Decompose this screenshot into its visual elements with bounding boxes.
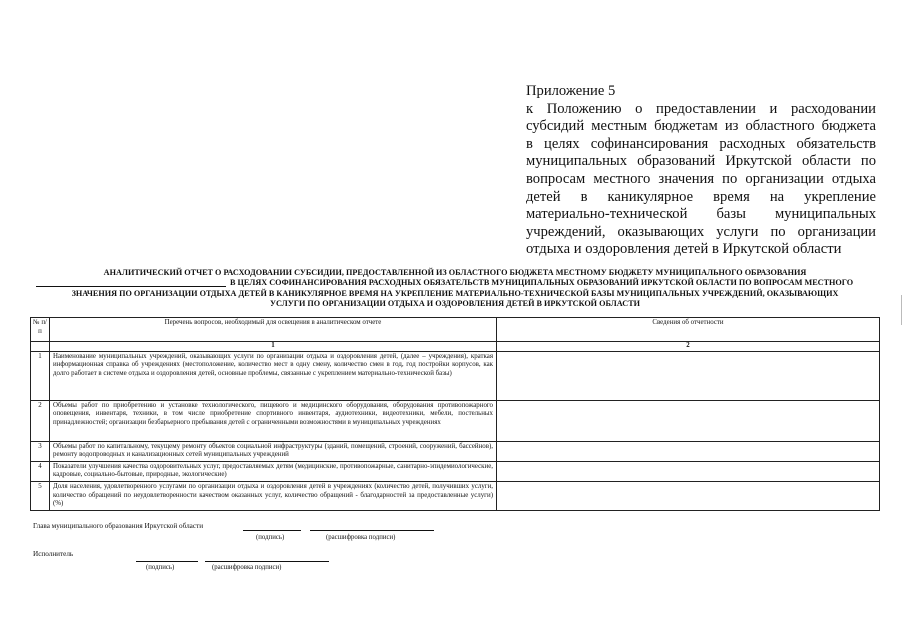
row-question: Объемы работ по капитальному, текущему ремонту объектов социальной инфраструктуры (зданий, помещений, строений, сооружений, бассейнов), ремонту водопроводных и канализационных сетей муниципальных учреждений — [50, 441, 497, 461]
appendix-line: материально-технической базы муниципальных — [526, 206, 876, 223]
row-question: Показатели улучшения качества оздоровительных услуг, предоставляемых детям (медицинские, противопожарные, санитарно-эпидемиологические, кадровые, социально-бытовые, природные, экологические) — [50, 461, 497, 481]
row-number: 1 — [31, 351, 50, 400]
head-decoding-caption: (расшифровка подписи) — [326, 534, 396, 541]
report-title-line: УСЛУГИ ПО ОРГАНИЗАЦИИ ОТДЫХА И ОЗДОРОВЛЕНИЯ ДЕТЕЙ В ИРКУТСКОЙ ОБЛАСТИ — [269, 298, 641, 308]
header-questions: Перечень вопросов, необходимый для освещения в аналитическом отчете — [50, 318, 497, 342]
executor-label: Исполнитель — [33, 550, 74, 558]
appendix-line: отдыха и оздоровления детей в Иркутской области — [526, 241, 842, 258]
appendix-line: к Положению о предоставлении и расходовании — [526, 100, 876, 117]
appendix-line: вопросам местного значения по организации отдыха — [526, 170, 876, 187]
row-question: Объемы работ по приобретению и установке технологического, пищевого и медицинского оборудования, оборудования противопожарного оповещения, инвентаря, техники, в том числе приобретение спортивного инвентаря, аудиотехники, видеотехники, мебели, постельных принадлежностей; организации безбарьерного пребывания детей с ограниченными возможностями в муниципальных учреждениях — [50, 400, 497, 441]
header-info: Сведения об отчетности — [497, 318, 880, 342]
report-title-line: ЗНАЧЕНИЯ ПО ОРГАНИЗАЦИИ ОТДЫХА ДЕТЕЙ В КАНИКУЛЯРНОЕ ВРЕМЯ НА УКРЕПЛЕНИЕ МАТЕРИАЛЬНО-ТЕХНИЧЕСКОЙ БАЗЫ МУНИЦИПАЛЬНЫХ УЧРЕЖДЕНИЙ, ОКАЗЫВАЮЩИХ — [71, 288, 839, 298]
appendix-line: Приложение 5 — [526, 83, 616, 99]
row-number: 5 — [31, 481, 50, 510]
appendix-line: в целях софинансирования расходных обязательств — [526, 135, 876, 152]
executor-decoding-caption: (расшифровка подписи) — [212, 564, 282, 571]
header-number: № п/п — [31, 318, 50, 342]
row-number: 2 — [31, 400, 50, 441]
scan-edge-mark — [901, 295, 902, 325]
row-question: Наименование муниципальных учреждений, оказывающих услуги по организации отдыха и оздоровления детей, (далее – учреждения), краткая информационная справка об учреждениях (местоположение, количество мест в одну смену, количество смен в год, год постройки корпусов, как долго работает в системе отдыха и оздоровления детей, основные проблемы, связанные с укреплением материально-технической базы) — [50, 351, 497, 400]
index-cell: 2 — [497, 342, 880, 352]
report-title-line: В ЦЕЛЯХ СОФИНАНСИРОВАНИЯ РАСХОДНЫХ ОБЯЗАТЕЛЬСТВ МУНИЦИПАЛЬНЫХ ОБРАЗОВАНИЙ ИРКУТСКОЙ ОБЛАСТИ ПО ВОПРОСАМ МЕСТНОГО — [230, 278, 854, 288]
head-signature-caption: (подпись) — [256, 534, 285, 541]
report-title-line: АНАЛИТИЧЕСКИЙ ОТЧЕТ О РАСХОДОВАНИИ СУБСИДИИ, ПРЕДОСТАВЛЕННОЙ ИЗ ОБЛАСТНОГО БЮДЖЕТА МЕСТНОМУ БЮДЖЕТУ МУНИЦИПАЛЬНОГО ОБРАЗОВАНИЯ — [103, 268, 807, 277]
head-label: Глава муниципального образования Иркутской области — [33, 522, 204, 530]
executor-signature-caption: (подпись) — [146, 564, 175, 571]
row-number: 3 — [31, 441, 50, 461]
executor-decoding-line[interactable] — [205, 553, 329, 562]
index-cell: 1 — [50, 342, 497, 352]
appendix-line: муниципальных образований Иркутской области по — [526, 153, 876, 170]
appendix-line: учреждений, оказывающих услуги по организации — [526, 223, 876, 240]
appendix-line: субсидий местным бюджетам из областного бюджета — [526, 118, 876, 135]
appendix-line: детей в каникулярное время на укрепление — [526, 188, 876, 205]
row-number: 4 — [31, 461, 50, 481]
executor-signature-line[interactable] — [136, 553, 198, 562]
row-question: Доля населения, удовлетворенного услугами по организации отдыха и оздоровления детей в учреждениях (количество детей, получивших услуги, количество обращений по неудовлетворенности качеством оказанных услуг, количество обращений - благодарностей за предоставленные услуги) (%) — [50, 481, 497, 510]
